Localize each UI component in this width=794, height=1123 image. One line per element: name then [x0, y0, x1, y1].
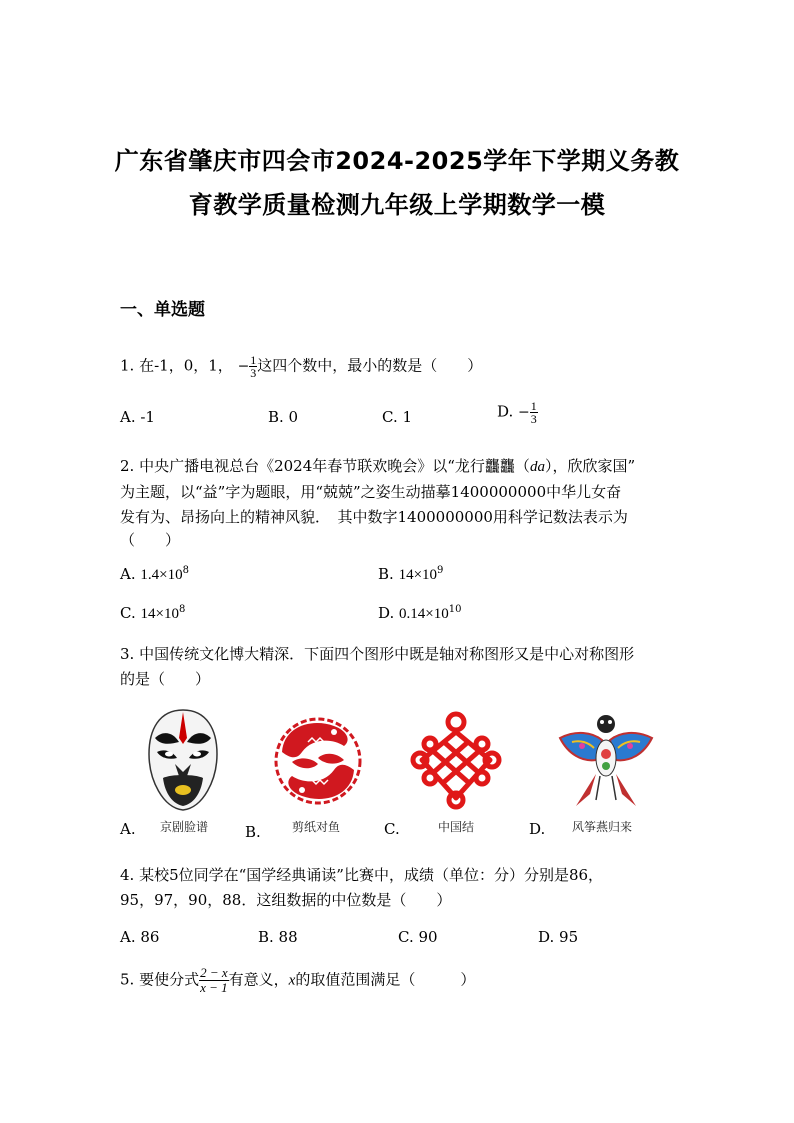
q1-fraction: $\frac{1}{3}$ — [250, 353, 257, 380]
question-5-stem: 5. 要使分式 $\frac{2 - x}{x - 1}$ 有意义，x的取值范围满足（ ） — [120, 965, 476, 995]
paper-cut-fish-image — [272, 712, 364, 810]
q4-option-d: D. 95 — [538, 928, 579, 946]
q3-caption-d: 风筝燕归来 — [572, 820, 633, 834]
question-2-line-4: （ ） — [120, 531, 181, 549]
q3-option-d-label: D. — [529, 820, 546, 838]
swallow-kite-image — [556, 710, 656, 810]
question-1-stem: 1. 在-1，0，1， − $\frac{1}{3}$ 这四个数中，最小的数是（ ） — [120, 353, 483, 380]
question-3-line-1: 3. 中国传统文化博大精深．下面四个图形中既是轴对称图形又是中心对称图形 — [120, 645, 635, 663]
q2-option-a: A. $1.4\times 10^8$ — [120, 565, 189, 583]
q1-option-a: A. -1 — [120, 408, 155, 426]
page-title-line-1: 广东省肇庆市四会市2024-2025学年下学期义务教 — [114, 147, 680, 175]
page-title-line-2: 育教学质量检测九年级上学期数学一模 — [188, 191, 606, 219]
q3-caption-a: 京剧脸谱 — [160, 820, 209, 834]
q1-prefix: 1. 在-1，0，1， — [120, 356, 233, 375]
opera-mask-image — [145, 708, 221, 812]
q3-caption-c: 中国结 — [438, 820, 475, 834]
q5-fraction: $\frac{2 - x}{x - 1}$ — [200, 965, 228, 995]
question-3-line-2: 的是（ ） — [120, 670, 211, 688]
q2-option-b: B. $14\times 10^9$ — [378, 565, 444, 583]
q4-option-b: B. 88 — [258, 928, 298, 946]
q3-option-b-label: B. — [245, 823, 261, 841]
q1-option-d: D. − $\frac{1}{3}$ — [497, 399, 537, 426]
q2-option-d: D. $0.14\times 10^{10}$ — [378, 604, 462, 622]
q3-option-c-label: C. — [384, 820, 400, 838]
question-4-line-2: 95，97，90，88．这组数据的中位数是（ ） — [120, 891, 452, 909]
q4-option-c: C. 90 — [398, 928, 438, 946]
question-2-line-3: 发有为、昂扬向上的精神风貌． 其中数字1400000000用科学记数法表示为 — [120, 508, 628, 526]
question-4-line-1: 4. 某校5位同学在“国学经典诵读”比赛中，成绩（单位：分）分别是86， — [120, 866, 604, 884]
chinese-knot-image — [408, 710, 504, 810]
section-heading: 一、单选题 — [120, 300, 205, 320]
q3-option-a-label: A. — [120, 820, 136, 838]
q4-option-a: A. 86 — [120, 928, 160, 946]
q3-caption-b: 剪纸对鱼 — [292, 820, 341, 834]
q2-option-c: C. $14\times 10^8$ — [120, 604, 186, 622]
q1-option-b: B. 0 — [268, 408, 299, 426]
q1-option-c: C. 1 — [382, 408, 413, 426]
q1-suffix: 这四个数中，最小的数是（ ） — [257, 356, 483, 375]
question-2-line-2: 为主题，以“益”字为题眼，用“兢兢”之姿生动描摹1400000000中华儿女奋 — [120, 483, 622, 501]
question-2-line-1: 2. 中央广播电视总台《2024年春节联欢晚会》以“龙行龘龘（da），欣欣家国” — [120, 457, 636, 475]
